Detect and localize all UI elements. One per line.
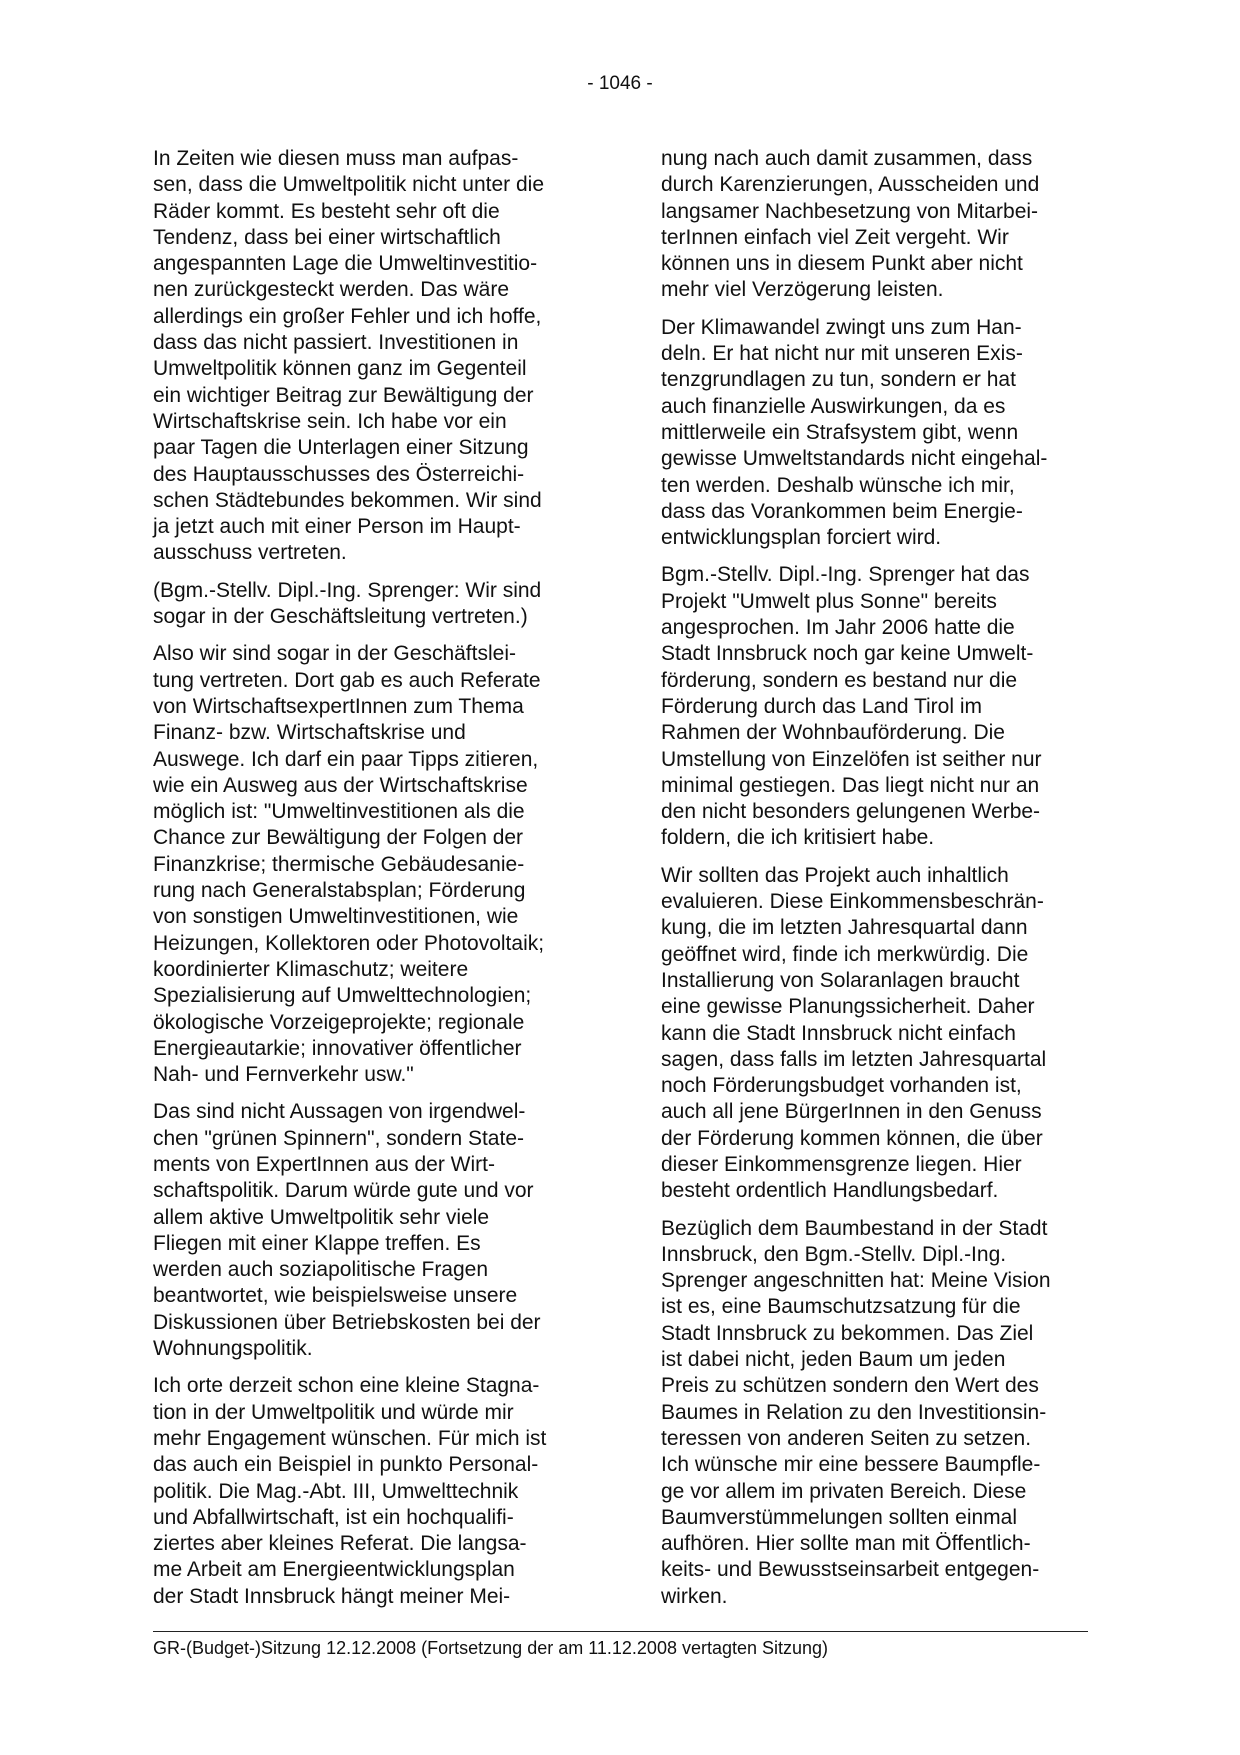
- text-line: nen zurückgesteckt werden. Das wäre: [153, 278, 510, 302]
- text-line: sen, dass die Umweltpolitik nicht unter die: [153, 173, 545, 197]
- text-line: gewisse Umweltstandards nicht eingehal-: [661, 447, 1048, 471]
- text-line: entwicklungsplan forciert wird.: [661, 526, 942, 550]
- text-line: werden auch soziapolitische Fragen: [153, 1258, 489, 1282]
- paragraph: [661, 562, 1101, 851]
- text-line: Innsbruck, den Bgm.-Stellv. Dipl.-Ing.: [661, 1242, 1007, 1266]
- text-line: koordinierter Klimaschutz; weitere: [153, 957, 469, 981]
- text-line: Sprenger angeschnitten hat: Meine Vision: [661, 1269, 1051, 1293]
- text-line: ist dabei nicht, jeden Baum um jeden: [661, 1348, 1006, 1372]
- text-line: auch all jene BürgerInnen in den Genuss: [661, 1100, 1042, 1124]
- text-line: ist es, eine Baumschutzsatzung für die: [661, 1295, 1021, 1319]
- text-line: evaluieren. Diese Einkommensbeschrän-: [661, 890, 1044, 914]
- text-line: besteht ordentlich Handlungsbedarf.: [661, 1179, 999, 1203]
- text-line: das auch ein Beispiel in punkto Personal-: [153, 1453, 539, 1477]
- paragraph: [153, 641, 593, 1088]
- text-line: des Hauptausschusses des Österreichi-: [153, 462, 525, 486]
- text-line: chen "grünen Spinnern", sondern State-: [153, 1126, 524, 1150]
- text-line: dass das Vorankommen beim Energie-: [661, 499, 1023, 523]
- text-line: Der Klimawandel zwingt uns zum Han-: [661, 315, 1022, 339]
- text-line: tion in der Umweltpolitik und würde mir: [153, 1400, 514, 1424]
- text-line: politik. Die Mag.-Abt. III, Umwelttechnik: [153, 1479, 519, 1503]
- text-line: Finanz- bzw. Wirtschaftskrise und: [153, 721, 466, 745]
- text-line: nung nach auch damit zusammen, dass: [661, 147, 1033, 170]
- paragraph: [661, 1216, 1101, 1610]
- text-line: (Bgm.-Stellv. Dipl.-Ing. Sprenger: Wir sind: [153, 578, 542, 602]
- text-line: Fliegen mit einer Klappe treffen. Es: [153, 1231, 481, 1255]
- text-line: Wir sollten das Projekt auch inhaltlich: [661, 863, 1009, 887]
- text-line: rung nach Generalstabsplan; Förderung: [153, 879, 526, 903]
- paragraph: [153, 1099, 593, 1362]
- text-line: paar Tagen die Unterlagen einer Sitzung: [153, 436, 529, 460]
- text-line: langsamer Nachbesetzung von Mitarbei-: [661, 199, 1039, 223]
- text-line: Spezialisierung auf Umwelttechnologien;: [153, 984, 532, 1008]
- text-line: ausschuss vertreten.: [153, 541, 347, 565]
- text-line: aufhören. Hier sollte man mit Öffentlich-: [661, 1532, 1031, 1556]
- text-line: Umweltpolitik können ganz im Gegenteil: [153, 357, 527, 381]
- paragraph: [153, 578, 593, 631]
- text-line: Stadt Innsbruck zu bekommen. Das Ziel: [661, 1321, 1034, 1345]
- text-line: möglich ist: "Umweltinvestitionen als die: [153, 800, 525, 824]
- text-line: Baumverstümmelungen sollten einmal: [661, 1505, 1018, 1529]
- text-line: durch Karenzierungen, Ausscheiden und: [661, 173, 1040, 197]
- text-line: den nicht besonders gelungenen Werbe-: [661, 800, 1041, 824]
- paragraph: [153, 146, 593, 567]
- footer-rule: [153, 1631, 1088, 1632]
- footer-text: GR-(Budget-)Sitzung 12.12.2008 (Fortsetzung der am 11.12.2008 vertagten Sitzung): [153, 1638, 829, 1658]
- text-line: Stadt Innsbruck noch gar keine Umwelt-: [661, 642, 1034, 666]
- text-line: keits- und Bewusstseinsarbeit entgegen-: [661, 1558, 1040, 1582]
- text-line: Bezüglich dem Baumbestand in der Stadt: [661, 1216, 1048, 1240]
- text-line: ments von ExpertInnen aus der Wirt-: [153, 1152, 495, 1176]
- text-line: Förderung durch das Land Tirol im: [661, 694, 982, 718]
- text-line: schen Städtebundes bekommen. Wir sind: [153, 488, 542, 512]
- text-line: Projekt "Umwelt plus Sonne" bereits: [661, 589, 997, 613]
- text-line: der Stadt Innsbruck hängt meiner Mei-: [153, 1584, 511, 1608]
- text-line: dass das nicht passiert. Investitionen in: [153, 331, 519, 355]
- text-line: Energieautarkie; innovativer öffentlicher: [153, 1036, 522, 1060]
- text-line: können uns in diesem Punkt aber nicht: [661, 252, 1023, 276]
- text-line: allem aktive Umweltpolitik sehr viele: [153, 1205, 490, 1229]
- text-line: deln. Er hat nicht nur mit unseren Exis-: [661, 342, 1023, 366]
- text-line: Ich orte derzeit schon eine kleine Stagna-: [153, 1374, 540, 1398]
- text-line: Nah- und Fernverkehr usw.": [153, 1063, 414, 1087]
- text-line: Ich wünsche mir eine bessere Baumpfle-: [661, 1453, 1041, 1477]
- text-line: von WirtschaftsexpertInnen zum Thema: [153, 694, 524, 718]
- text-line: Finanzkrise; thermische Gebäudesanie-: [153, 852, 525, 876]
- text-line: teressen von anderen Seiten zu setzen.: [661, 1426, 1032, 1450]
- text-line: Umstellung von Einzelöfen ist seither nur: [661, 747, 1042, 771]
- text-line: der Förderung kommen können, die über: [661, 1126, 1043, 1150]
- text-line: Wirtschaftskrise sein. Ich habe vor ein: [153, 409, 507, 433]
- text-line: wirken.: [661, 1584, 728, 1608]
- text-line: Das sind nicht Aussagen von irgendwel-: [153, 1100, 526, 1124]
- paragraph: [661, 146, 1101, 304]
- left-column: [153, 146, 593, 1621]
- text-line: Also wir sind sogar in der Geschäftslei-: [153, 642, 516, 666]
- paragraph: [153, 1373, 593, 1610]
- text-line: kung, die im letzten Jahresquartal dann: [661, 916, 1028, 940]
- text-line: förderung, sondern es bestand nur die: [661, 668, 1018, 692]
- text-line: auch finanzielle Auswirkungen, da es: [661, 394, 1006, 418]
- text-line: In Zeiten wie diesen muss man aufpas-: [153, 147, 519, 170]
- text-line: Installierung von Solaranlagen braucht: [661, 968, 1020, 992]
- text-line: Tendenz, dass bei einer wirtschaftlich: [153, 225, 501, 249]
- text-line: me Arbeit am Energieentwicklungsplan: [153, 1558, 515, 1582]
- text-line: von sonstigen Umweltinvestitionen, wie: [153, 905, 519, 929]
- text-line: sogar in der Geschäftsleitung vertreten.): [153, 605, 528, 629]
- text-line: sagen, dass falls im letzten Jahresquartal: [661, 1047, 1047, 1071]
- text-line: angespannten Lage die Umweltinvestitio-: [153, 252, 538, 276]
- text-line: Wohnungspolitik.: [153, 1337, 313, 1361]
- text-line: noch Förderungsbudget vorhanden ist,: [661, 1074, 1022, 1098]
- text-line: ten werden. Deshalb wünsche ich mir,: [661, 473, 1015, 497]
- text-line: tenzgrundlagen zu tun, sondern er hat: [661, 368, 1016, 392]
- text-line: Bgm.-Stellv. Dipl.-Ing. Sprenger hat das: [661, 563, 1030, 587]
- text-line: eine gewisse Planungssicherheit. Daher: [661, 995, 1035, 1019]
- text-line: ökologische Vorzeigeprojekte; regionale: [153, 1010, 525, 1034]
- text-line: ziertes aber kleines Referat. Die langsa-: [153, 1532, 527, 1556]
- text-line: geöffnet wird, finde ich merkwürdig. Die: [661, 942, 1029, 966]
- text-line: ge vor allem im privaten Bereich. Diese: [661, 1479, 1027, 1503]
- text-line: Räder kommt. Es besteht sehr oft die: [153, 199, 500, 223]
- text-line: ein wichtiger Beitrag zur Bewältigung der: [153, 383, 534, 407]
- text-line: terInnen einfach viel Zeit vergeht. Wir: [661, 225, 1009, 249]
- text-line: mehr viel Verzögerung leisten.: [661, 278, 944, 302]
- text-line: ja jetzt auch mit einer Person im Haupt-: [153, 515, 521, 539]
- text-line: Rahmen der Wohnbauförderung. Die: [661, 721, 1005, 745]
- text-line: Heizungen, Kollektoren oder Photovoltaik;: [153, 931, 545, 955]
- text-line: mehr Engagement wünschen. Für mich ist: [153, 1426, 547, 1450]
- text-line: mittlerweile ein Strafsystem gibt, wenn: [661, 420, 1019, 444]
- text-line: dieser Einkommensgrenze liegen. Hier: [661, 1152, 1022, 1176]
- paragraph: [661, 315, 1101, 552]
- right-column: [661, 146, 1101, 1621]
- text-line: tung vertreten. Dort gab es auch Referate: [153, 668, 541, 692]
- text-line: und Abfallwirtschaft, ist ein hochqualifi-: [153, 1505, 514, 1529]
- text-line: Preis zu schützen sondern den Wert des: [661, 1374, 1039, 1398]
- paragraph: [661, 863, 1101, 1205]
- text-line: schaftspolitik. Darum würde gute und vor: [153, 1179, 534, 1203]
- text-line: Auswege. Ich darf ein paar Tipps zitieren,: [153, 747, 539, 771]
- text-line: kann die Stadt Innsbruck nicht einfach: [661, 1021, 1016, 1045]
- text-line: allerdings ein großer Fehler und ich hoffe,: [153, 304, 542, 328]
- text-line: Chance zur Bewältigung der Folgen der: [153, 826, 524, 850]
- text-line: minimal gestiegen. Das liegt nicht nur an: [661, 773, 1040, 797]
- text-line: Baumes in Relation zu den Investitionsin-: [661, 1400, 1047, 1424]
- text-line: angesprochen. Im Jahr 2006 hatte die: [661, 616, 1015, 640]
- text-line: foldern, die ich kritisiert habe.: [661, 826, 935, 850]
- page-number: - 1046 -: [587, 73, 653, 94]
- text-line: Diskussionen über Betriebskosten bei der: [153, 1310, 541, 1334]
- text-line: wie ein Ausweg aus der Wirtschaftskrise: [153, 773, 528, 797]
- text-line: beantwortet, wie beispielsweise unsere: [153, 1284, 518, 1308]
